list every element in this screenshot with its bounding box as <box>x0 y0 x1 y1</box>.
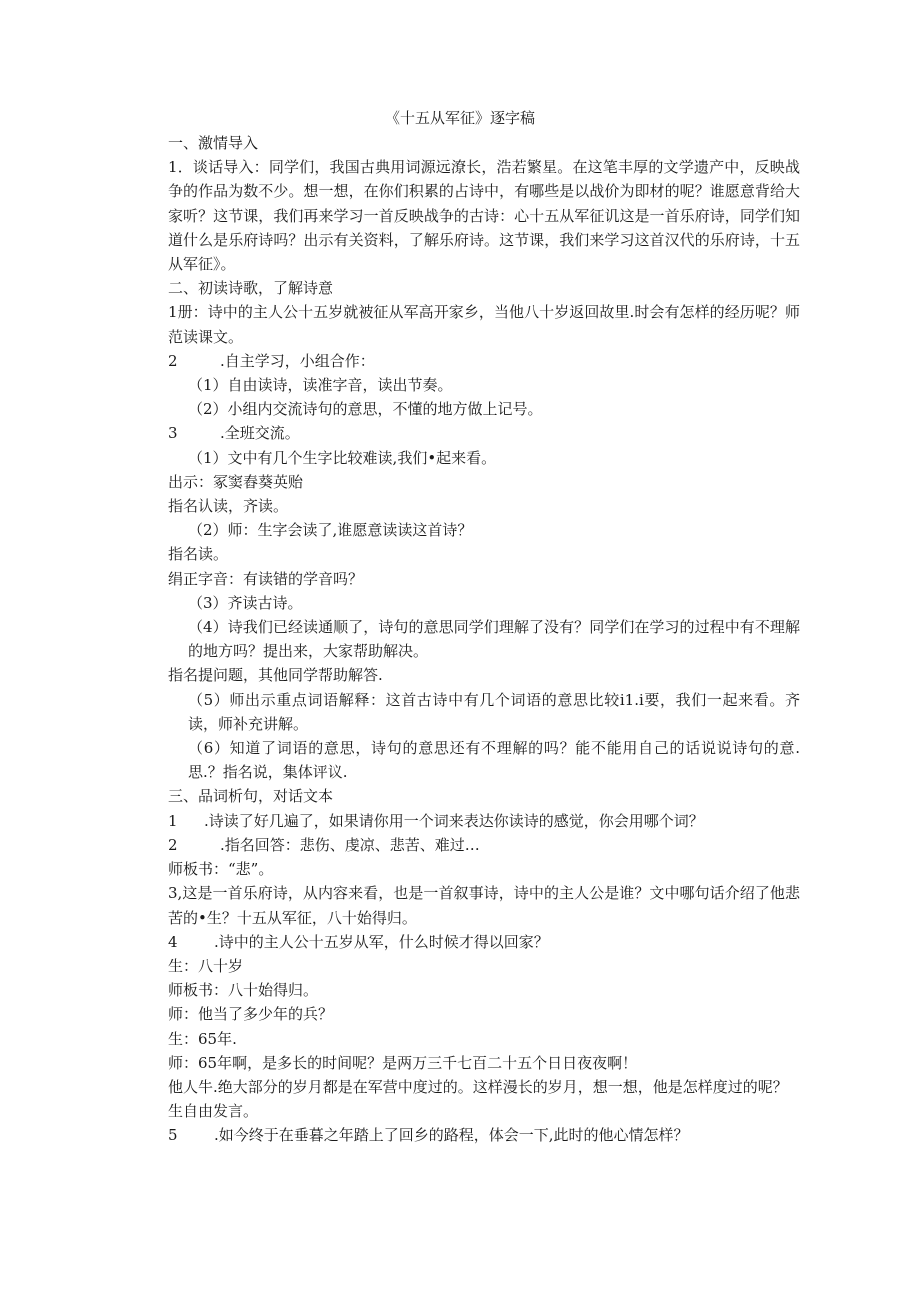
text-line: 指名认读，齐读。 <box>168 497 289 516</box>
text-line: 生：65年. <box>168 1029 237 1048</box>
sub-item-3-3: （3）齐读古诗。 <box>188 593 303 612</box>
sub-item-3-6: （6）知道了词语的意思，诗句的意思还有不理解的吗？能不能用自己的话说说诗句的意.思.？指名说，集体评议. <box>188 739 800 782</box>
text-line: 生：八十岁 <box>168 956 244 975</box>
text-line: 师：他当了多少年的兵？ <box>168 1005 334 1024</box>
numbered-item-2 <box>168 349 800 373</box>
text-line: 师：65年啊，是多长的时间呢？是两万三千七百二十五个日日夜夜啊！ <box>168 1053 638 1072</box>
item-text: .全班交流。 <box>220 424 300 443</box>
text-line: 指名提问题，其他同学帮助解答. <box>168 666 383 685</box>
numbered-item-3-5 <box>168 1123 800 1147</box>
text-line: 绢正字音：有读错的学音吗？ <box>168 569 364 588</box>
numbered-item-3-4 <box>168 930 800 954</box>
item-number: 4 <box>168 932 178 951</box>
item-number: 1 <box>168 811 178 830</box>
text-line: 指名读。 <box>168 545 229 564</box>
page-title: 《十五从军征》逐字稿 <box>384 109 535 127</box>
item-text: .诗中的主人公十五岁从军，什么时候才得以回家？ <box>214 932 549 951</box>
section-heading-2: 二、初读诗歌，了解诗意 <box>168 279 334 298</box>
sub-item-3-5: （5）师出示重点词语解释：这首古诗中有几个词语的意思比较i1.i要，我们一起来看。齐读，师补充讲解。 <box>188 690 800 733</box>
numbered-item-3-1 <box>168 809 800 833</box>
numbered-item-3 <box>168 421 800 445</box>
document-body <box>168 131 800 1148</box>
paragraph-narrative: 3,这是一首乐府诗，从内容来看，也是一首叙事诗，诗中的主人公是谁？文中哪句话介绍了他悲苦的•生？十五从军征，八十始得归。 <box>168 884 800 927</box>
paragraph-years: 他人牛.绝大部分的岁月都是在军营中度过的。这样漫长的岁月，想一想，他是怎样度过的呢？ <box>168 1077 788 1096</box>
sub-item-3-4: （4）诗我们已经读通顺了，诗句的意思同学们理解了没有？同学们在学习的过程中有不理解的地方吗？提出来，大家帮助解决。 <box>188 618 800 661</box>
sub-item-2-1: （1）自由读诗，读准字音，读出节奏。 <box>188 376 453 395</box>
item-number: 5 <box>168 1126 178 1145</box>
numbered-item-3-2 <box>168 833 800 857</box>
item-text: .指名回答：悲伤、虔凉、悲苦、难过… <box>220 835 480 854</box>
sub-item-3-2: （2）师：生字会读了,谁愿意读读这首诗？ <box>188 521 473 540</box>
item-text: .诗读了好几遍了，如果请你用一个词来表达你读诗的感觉，你会用哪个词？ <box>204 811 704 830</box>
text-line: 师板书：八十始得归。 <box>168 981 319 1000</box>
sub-item-3-1: （1）文中有几个生字比较难读,我们•起来看。 <box>188 448 497 467</box>
item-number: 2 <box>168 351 178 370</box>
item-text: .自主学习，小组合作： <box>220 351 375 370</box>
sub-item-2-2: （2）小组内交流诗句的意思，不懂的地方做上记号。 <box>188 400 543 419</box>
paragraph-intro: 1．谈话导入：同学们，我国古典用词源远潦长，浩若繁星。在这笔丰厚的文学遗产中，反映战争的作品为数不少。想一想，在你们积累的占诗中，有哪些是以战价为即材的呢？谁愿意背给大家听？这节课，我们再来学习一首反映战争的古诗：心十五从军征讥这是一首乐府诗，同学们知道什么是乐府诗吗？出示有关资料，了解乐府诗。这节课，我们来学习这首汉代的乐府诗，十五从军征》。 <box>168 158 800 274</box>
section-heading-1: 一、激情导入 <box>168 134 259 152</box>
paragraph-first-read: 1册：诗中的主人公十五岁就被征从军高开家乡，当他八十岁返回故里.时会有怎样的经历呢？师范读课文。 <box>168 303 800 346</box>
item-number: 2 <box>168 835 178 854</box>
text-line: 师板书：“悲”。 <box>168 860 274 879</box>
section-heading-3: 三、品词析句，对话文本 <box>168 787 334 806</box>
item-text: .如今终于在垂暮之年踏上了回乡的路程，体会一下,此时的他心情怎样？ <box>214 1126 689 1145</box>
text-line: 出示：冢窦舂葵英贻 <box>168 472 304 491</box>
item-number: 3 <box>168 424 178 443</box>
text-line: 生自由发言。 <box>168 1102 259 1121</box>
